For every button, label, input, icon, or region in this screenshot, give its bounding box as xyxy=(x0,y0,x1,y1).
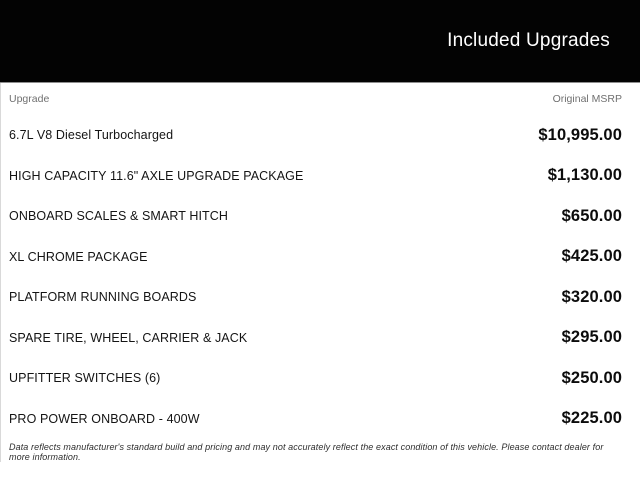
table-row xyxy=(9,115,622,156)
upgrade-label: PRO POWER ONBOARD - 400W xyxy=(9,411,200,426)
upgrade-price: $295.00 xyxy=(561,328,622,347)
table-row xyxy=(9,196,622,237)
disclaimer-text: Data reflects manufacturer's standard build and pricing and may not accurately reflect the exact condition of this vehicle. Please contact dealer for more information. xyxy=(9,442,604,462)
column-header-upgrade: Upgrade xyxy=(9,93,50,105)
column-header-msrp: Original MSRP xyxy=(552,93,622,105)
upgrade-label: 6.7L V8 Diesel Turbocharged xyxy=(9,128,174,143)
table-row xyxy=(9,277,622,318)
upgrade-price: $1,130.00 xyxy=(547,166,622,185)
table-row xyxy=(9,399,622,440)
upgrade-label: PLATFORM RUNNING BOARDS xyxy=(9,290,197,305)
upgrade-price: $425.00 xyxy=(561,247,622,266)
upgrades-table xyxy=(0,83,640,462)
panel-title: Included Upgrades xyxy=(447,30,610,51)
upgrade-price: $650.00 xyxy=(561,206,622,225)
upgrade-label: HIGH CAPACITY 11.6" AXLE UPGRADE PACKAGE xyxy=(9,168,304,183)
table-row xyxy=(9,237,622,278)
table-row xyxy=(9,358,622,399)
upgrade-price: $320.00 xyxy=(561,287,622,306)
upgrade-price: $225.00 xyxy=(561,409,622,428)
table-column-header xyxy=(9,83,622,115)
table-row xyxy=(9,318,622,359)
table-row xyxy=(9,156,622,197)
upgrade-label: SPARE TIRE, WHEEL, CARRIER & JACK xyxy=(9,330,248,345)
panel-header xyxy=(0,0,640,83)
upgrade-price: $250.00 xyxy=(561,368,622,387)
upgrade-price: $10,995.00 xyxy=(538,125,622,144)
upgrade-label: ONBOARD SCALES & SMART HITCH xyxy=(9,209,229,224)
upgrade-label: XL CHROME PACKAGE xyxy=(9,249,148,264)
upgrade-label: UPFITTER SWITCHES (6) xyxy=(9,371,161,386)
